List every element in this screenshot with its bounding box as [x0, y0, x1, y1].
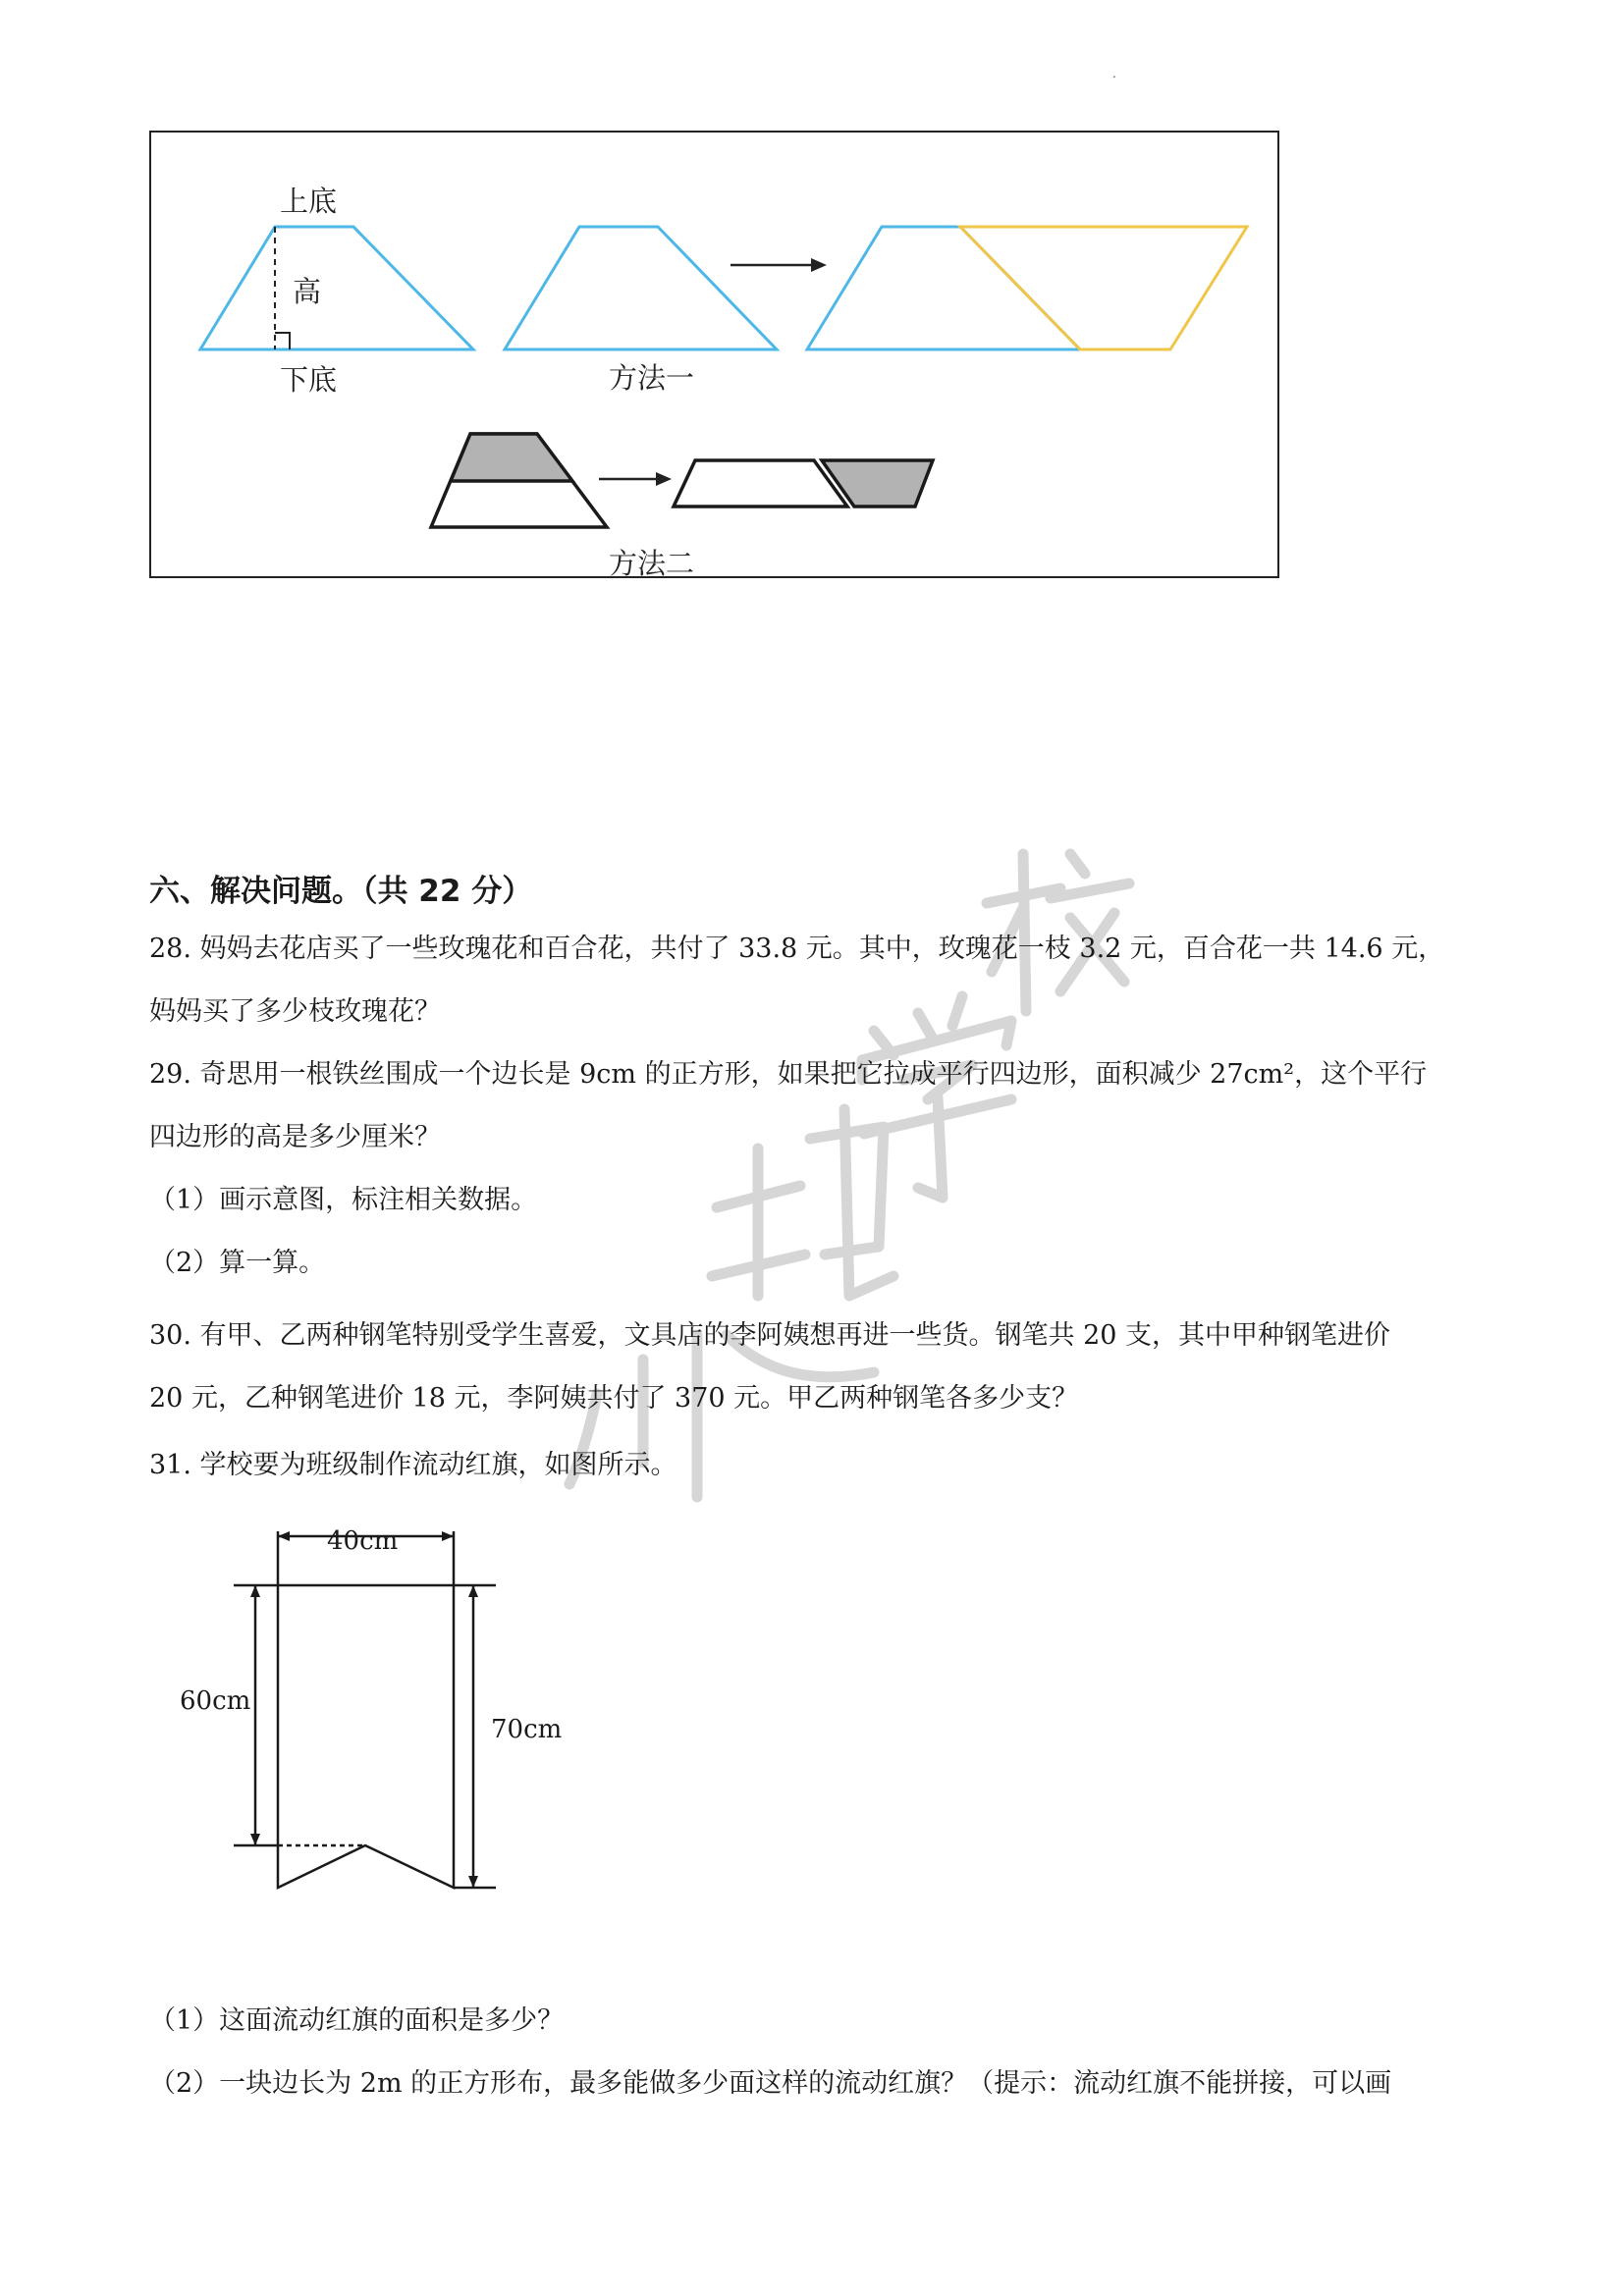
flag-right-height-label: 70cm — [491, 1715, 563, 1744]
q29-line2: 四边形的高是多少厘米？ — [149, 1122, 441, 1152]
q29-sub1: （1）画示意图，标注相关数据。 — [149, 1185, 538, 1215]
school-watermark — [550, 785, 1139, 1531]
method-one-trapezoid — [505, 227, 777, 349]
right-angle-mark — [275, 333, 290, 349]
flag-left-height-label: 60cm — [180, 1686, 251, 1716]
q29-sub2: （2）算一算。 — [149, 1248, 326, 1278]
q28-line2: 妈妈买了多少枝玫瑰花？ — [149, 996, 441, 1027]
method-two-parallelogram — [674, 460, 847, 507]
q30-line2: 20 元，乙种钢笔进价 18 元，李阿姨共付了 370 元。甲乙两种钢笔各多少支？ — [149, 1383, 1079, 1414]
q31-sub1: （1）这面流动红旗的面积是多少？ — [149, 2005, 565, 2036]
section-title: 六、解决问题。（共 22 分） — [149, 874, 533, 909]
label-upper-base: 上底 — [280, 185, 338, 218]
method-two-shaded-half — [451, 434, 572, 481]
method-one-arrow-head — [811, 258, 827, 272]
labelled-trapezoid — [200, 227, 473, 349]
q31-line1: 31. 学校要为班级制作流动红旗，如图所示。 — [149, 1450, 677, 1480]
flag-width-label: 40cm — [327, 1526, 399, 1556]
q30-line1: 30. 有甲、乙两种钢笔特别受学生喜爱，文具店的李阿姨想再进一些货。钢笔共 20 支，其中甲种钢笔进价 — [149, 1320, 1391, 1351]
method-two-arrow-head — [656, 472, 672, 486]
q31-sub2: （2）一块边长为 2m 的正方形布，最多能做多少面这样的流动红旗？（提示：流动红旗不能拼接，可以画 — [149, 2068, 1392, 2099]
page-corner-mark: . — [1112, 67, 1116, 80]
label-method-two: 方法二 — [609, 547, 695, 580]
label-height: 高 — [293, 275, 322, 308]
q29-line1: 29. 奇思用一根铁丝围成一个边长是 9cm 的正方形，如果把它拉成平行四边形，面积减少 27cm²，这个平行 — [149, 1059, 1428, 1090]
q28-line1: 28. 妈妈去花店买了一些玫瑰花和百合花，共付了 33.8 元。其中，玫瑰花一枝 3.2 元，百合花一共 14.6 元， — [149, 934, 1445, 964]
label-method-one: 方法一 — [609, 361, 695, 395]
label-lower-base: 下底 — [280, 363, 338, 397]
method-one-result-trapezoid — [807, 227, 1080, 349]
method-one-rotated-copy — [960, 227, 1247, 349]
flag-outline — [278, 1585, 454, 1888]
